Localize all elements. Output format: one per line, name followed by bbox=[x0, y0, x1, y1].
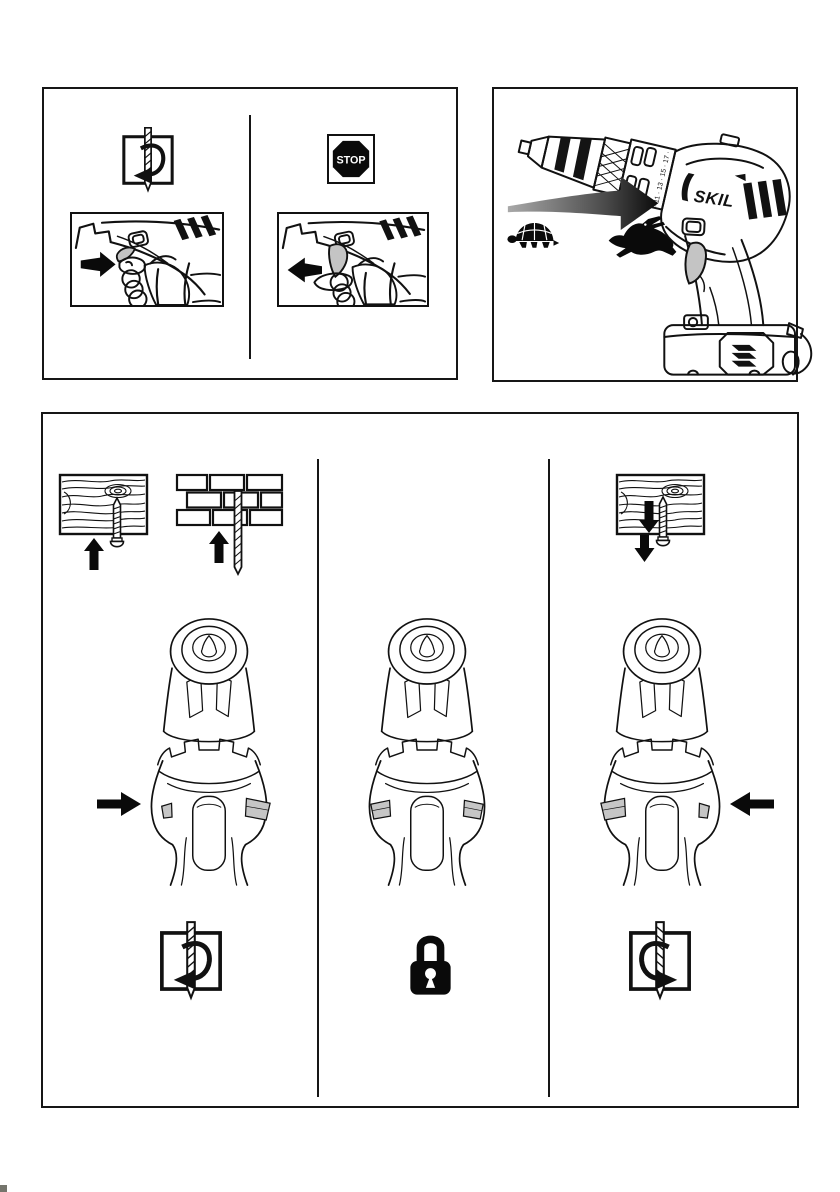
hare-icon bbox=[609, 216, 677, 257]
switch-arrow-left-icon bbox=[730, 792, 774, 816]
chuck-top-view-forward bbox=[142, 615, 276, 891]
press-arrow-icon bbox=[80, 251, 115, 276]
screw-into-wood-icon bbox=[53, 469, 163, 579]
vents-icon bbox=[379, 215, 421, 240]
hand bbox=[144, 262, 189, 304]
speed-panel bbox=[492, 87, 798, 382]
direction-switch-icon bbox=[127, 230, 148, 247]
rotation-reverse-icon bbox=[627, 920, 693, 1002]
screw-out-of-wood-icon bbox=[609, 469, 719, 579]
rotation-forward-icon bbox=[121, 126, 175, 194]
page-corner-mark bbox=[0, 1185, 7, 1192]
logo-bracket bbox=[680, 172, 695, 201]
trigger bbox=[685, 243, 706, 284]
collar-markings: · 11 · 13 · 15 · 17 · bbox=[652, 150, 673, 208]
lock-icon bbox=[407, 920, 454, 1002]
battery-pack bbox=[664, 315, 795, 374]
turtle-icon bbox=[507, 223, 559, 248]
down-arrow-icon bbox=[635, 535, 655, 562]
vents-icon bbox=[173, 215, 216, 240]
stop-icon bbox=[327, 134, 375, 184]
trigger-release-illustration bbox=[277, 212, 429, 307]
direction-panel bbox=[41, 412, 799, 1108]
drill-side-illustration bbox=[494, 89, 796, 380]
drill-into-masonry-icon bbox=[173, 469, 288, 604]
switch-arrow-right-icon bbox=[97, 792, 141, 816]
trigger bbox=[329, 244, 347, 276]
trigger-panel bbox=[42, 87, 458, 380]
trigger-press-illustration bbox=[70, 212, 224, 307]
stop-label: STOP bbox=[336, 154, 366, 167]
rotation-forward-icon bbox=[158, 920, 224, 1002]
power-cord bbox=[783, 323, 811, 374]
panel-divider bbox=[249, 115, 251, 359]
chuck-top-view-lock bbox=[360, 615, 494, 891]
brand-logo: SKIL bbox=[692, 186, 736, 212]
column-divider-1 bbox=[317, 459, 319, 1097]
chuck-top-view-reverse bbox=[595, 615, 729, 891]
column-divider-2 bbox=[548, 459, 550, 1097]
